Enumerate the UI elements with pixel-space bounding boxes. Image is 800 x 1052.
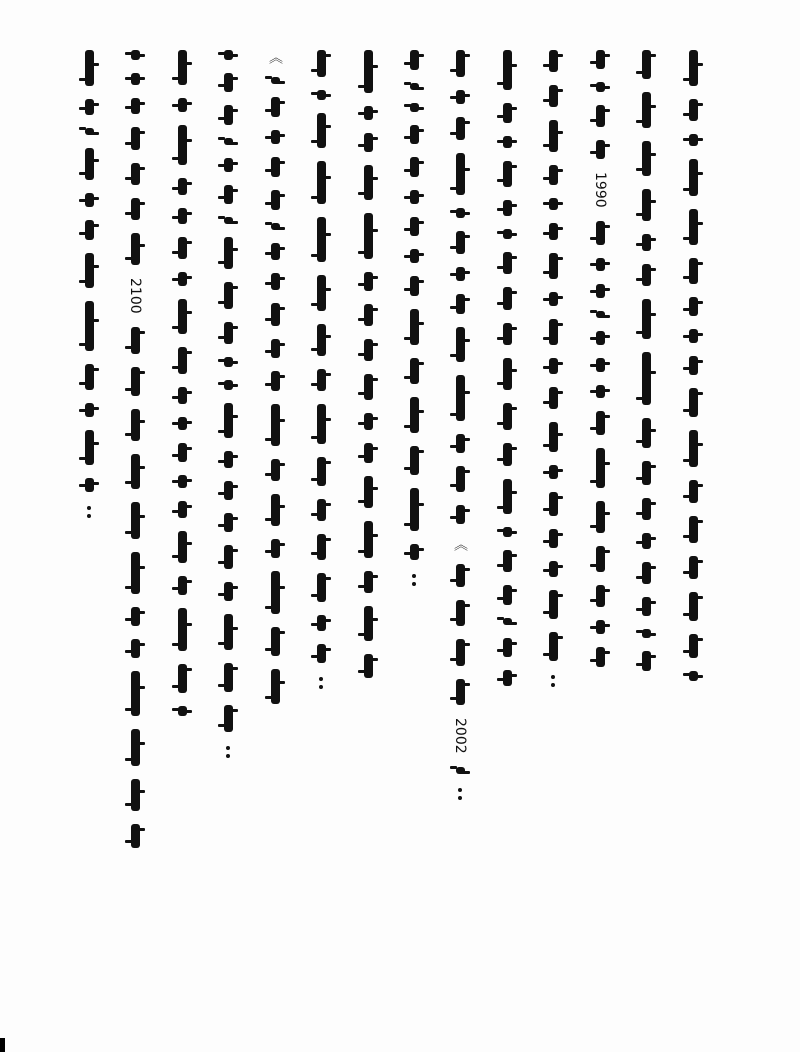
script-word <box>642 629 651 638</box>
script-word <box>596 258 605 271</box>
script-word <box>131 327 140 354</box>
script-word <box>549 590 558 619</box>
script-word <box>410 397 419 433</box>
script-word <box>85 364 94 390</box>
script-word <box>503 527 512 537</box>
script-word <box>271 130 280 144</box>
script-word <box>317 615 326 631</box>
script-word <box>271 371 280 391</box>
script-word <box>178 531 187 563</box>
script-word <box>456 434 465 453</box>
colon-punctuation <box>546 674 560 688</box>
script-word <box>271 77 280 84</box>
script-word <box>364 272 373 291</box>
script-word <box>364 476 373 508</box>
script-word <box>178 237 187 259</box>
script-word <box>224 237 233 269</box>
script-word <box>689 592 698 621</box>
script-word <box>410 544 419 560</box>
script-word <box>456 50 465 77</box>
script-word <box>131 729 140 766</box>
script-word <box>689 430 698 467</box>
script-word <box>131 502 140 539</box>
script-word <box>131 552 140 594</box>
scan-edge-mark <box>0 1038 5 1052</box>
script-word <box>364 165 373 200</box>
script-word <box>364 606 373 641</box>
script-word <box>271 190 280 210</box>
script-word <box>456 267 465 281</box>
script-word <box>689 388 698 417</box>
script-word <box>224 705 233 732</box>
script-word <box>224 451 233 468</box>
script-word <box>689 356 698 375</box>
script-word <box>549 165 558 185</box>
text-column <box>679 50 707 694</box>
script-word <box>456 679 465 705</box>
script-word <box>642 50 651 79</box>
script-word <box>642 461 651 485</box>
script-word <box>642 189 651 221</box>
script-word <box>317 404 326 444</box>
script-word <box>549 358 558 374</box>
script-word <box>131 671 140 716</box>
script-word <box>689 209 698 245</box>
script-word <box>596 331 605 345</box>
script-word <box>503 358 512 390</box>
script-word <box>410 488 419 531</box>
script-word <box>131 127 140 150</box>
script-word <box>85 301 94 351</box>
script-word <box>178 706 187 716</box>
script-word <box>549 632 558 661</box>
script-word <box>642 651 651 671</box>
script-word <box>456 90 465 104</box>
script-word <box>549 85 558 107</box>
script-word <box>642 533 651 549</box>
script-word <box>410 157 419 177</box>
text-column <box>446 50 474 814</box>
script-word <box>456 600 465 626</box>
script-word <box>317 90 326 100</box>
script-word <box>224 614 233 650</box>
quote-mark: 《 <box>452 537 468 551</box>
colon-punctuation <box>314 676 328 690</box>
script-word <box>456 231 465 254</box>
script-word <box>178 417 187 430</box>
script-word <box>364 413 373 430</box>
script-word <box>317 275 326 311</box>
script-word <box>271 273 280 290</box>
script-word <box>689 159 698 196</box>
script-word <box>689 99 698 121</box>
script-word <box>131 824 140 848</box>
script-word <box>364 304 373 326</box>
script-word <box>689 297 698 316</box>
script-word <box>224 481 233 500</box>
script-word <box>364 571 373 593</box>
script-word <box>178 576 187 595</box>
script-word <box>271 539 280 558</box>
script-word <box>224 73 233 92</box>
script-word <box>642 498 651 520</box>
script-word <box>271 303 280 326</box>
script-word <box>596 82 605 92</box>
script-word <box>85 253 94 288</box>
script-word <box>364 213 373 259</box>
text-column <box>75 50 103 532</box>
script-word <box>549 529 558 548</box>
script-word <box>596 448 605 488</box>
script-word <box>642 352 651 405</box>
script-word <box>224 582 233 601</box>
script-word <box>410 103 419 112</box>
script-word <box>364 374 373 400</box>
script-word <box>503 403 512 430</box>
script-word <box>596 585 605 607</box>
script-word <box>131 367 140 396</box>
script-word <box>549 492 558 516</box>
script-word <box>317 644 326 663</box>
script-word <box>131 409 140 441</box>
script-word <box>178 178 187 195</box>
script-word <box>503 103 512 123</box>
text-column <box>539 50 567 701</box>
script-word <box>85 220 94 240</box>
script-word <box>689 671 698 681</box>
script-word <box>503 585 512 605</box>
script-word <box>549 422 558 452</box>
script-word <box>456 327 465 362</box>
script-word <box>224 282 233 309</box>
script-word <box>456 505 465 524</box>
script-word <box>131 454 140 489</box>
script-word <box>503 200 512 216</box>
mongolian-text-block <box>75 50 725 980</box>
text-column <box>307 50 335 703</box>
script-word <box>503 550 512 572</box>
script-word <box>456 375 465 421</box>
script-word <box>224 105 233 125</box>
script-word <box>85 148 94 180</box>
script-word <box>596 140 605 159</box>
text-column <box>214 50 242 772</box>
script-word <box>364 654 373 678</box>
script-word <box>364 339 373 361</box>
script-word <box>317 113 326 148</box>
script-word <box>224 663 233 692</box>
script-word <box>549 465 558 479</box>
script-word <box>456 117 465 140</box>
script-word <box>410 190 419 204</box>
text-column <box>354 50 382 691</box>
script-word <box>317 324 326 356</box>
script-word <box>317 161 326 204</box>
script-word <box>549 292 558 306</box>
script-word <box>178 443 187 462</box>
script-word <box>410 309 419 345</box>
script-word <box>642 141 651 176</box>
script-word <box>224 158 233 172</box>
script-word <box>549 120 558 152</box>
colon-punctuation <box>82 505 96 519</box>
script-word <box>224 50 233 60</box>
script-word <box>317 217 326 262</box>
script-word <box>503 252 512 274</box>
script-word <box>410 217 419 236</box>
script-word <box>456 639 465 666</box>
script-word <box>549 50 558 72</box>
script-word <box>364 106 373 120</box>
text-column <box>493 50 521 699</box>
script-word <box>503 443 512 466</box>
script-word <box>596 647 605 667</box>
text-column <box>121 50 149 861</box>
script-word <box>549 253 558 279</box>
script-word <box>178 50 187 85</box>
script-word <box>224 380 233 390</box>
colon-punctuation <box>407 573 421 587</box>
script-word <box>503 161 512 187</box>
script-word <box>317 499 326 521</box>
script-word <box>456 153 465 195</box>
script-word <box>178 208 187 224</box>
script-word <box>224 217 233 224</box>
script-word <box>271 627 280 656</box>
script-word <box>503 229 512 239</box>
script-word <box>549 198 558 210</box>
script-word <box>131 233 140 265</box>
script-word <box>178 272 187 286</box>
script-word <box>689 634 698 658</box>
script-word <box>503 618 512 625</box>
year-number: 2100 <box>127 278 143 314</box>
year-number: 2002 <box>452 718 468 754</box>
script-word <box>271 97 280 117</box>
script-word <box>410 249 419 263</box>
text-column <box>632 50 660 684</box>
script-word <box>131 73 140 85</box>
script-word <box>503 50 512 90</box>
script-word <box>596 501 605 533</box>
script-word <box>85 99 94 115</box>
script-word <box>224 513 233 532</box>
script-word <box>503 287 512 310</box>
script-word <box>689 516 698 543</box>
script-word <box>596 620 605 634</box>
script-word <box>689 134 698 146</box>
script-word <box>642 92 651 128</box>
script-word <box>178 475 187 488</box>
script-word <box>596 358 605 372</box>
script-word <box>503 136 512 148</box>
script-word <box>178 387 187 404</box>
script-word <box>131 607 140 626</box>
text-column <box>586 50 614 680</box>
script-word <box>271 243 280 260</box>
script-word <box>689 556 698 579</box>
script-word <box>271 339 280 358</box>
script-word <box>456 294 465 314</box>
script-word <box>596 546 605 572</box>
script-word <box>317 50 326 77</box>
script-word <box>503 323 512 345</box>
colon-punctuation <box>221 745 235 759</box>
script-word <box>271 459 280 481</box>
script-word <box>503 670 512 686</box>
script-word <box>224 185 233 204</box>
script-word <box>596 105 605 127</box>
year-number: 1990 <box>592 172 608 208</box>
script-word <box>642 418 651 448</box>
script-word <box>456 208 465 218</box>
script-word <box>596 385 605 398</box>
script-word <box>178 347 187 374</box>
script-word <box>271 571 280 614</box>
script-word <box>596 411 605 435</box>
script-word <box>689 258 698 284</box>
script-word <box>456 564 465 587</box>
script-word <box>549 561 558 577</box>
script-word <box>410 358 419 384</box>
script-word <box>456 767 465 774</box>
script-word <box>131 98 140 114</box>
script-word <box>364 443 373 463</box>
script-word <box>317 573 326 602</box>
script-word <box>178 125 187 165</box>
script-word <box>317 534 326 560</box>
script-word <box>85 50 94 86</box>
script-word <box>642 234 651 251</box>
script-word <box>131 163 140 185</box>
script-word <box>596 221 605 245</box>
text-column <box>168 50 196 729</box>
script-word <box>85 478 94 492</box>
script-word <box>131 779 140 811</box>
colon-punctuation <box>453 787 467 801</box>
text-column <box>261 50 289 717</box>
script-word <box>271 223 280 230</box>
script-word <box>271 669 280 704</box>
script-word <box>642 299 651 339</box>
script-word <box>178 664 187 693</box>
script-word <box>410 446 419 475</box>
script-word <box>224 545 233 569</box>
text-column <box>400 50 428 600</box>
script-word <box>596 50 605 69</box>
script-word <box>503 638 512 657</box>
script-word <box>642 562 651 584</box>
script-word <box>596 311 605 318</box>
script-word <box>271 404 280 446</box>
script-word <box>224 357 233 367</box>
script-word <box>549 387 558 409</box>
script-word <box>85 128 94 135</box>
script-word <box>642 264 651 286</box>
script-word <box>689 50 698 86</box>
script-word <box>364 133 373 152</box>
script-word <box>178 501 187 518</box>
script-word <box>271 494 280 526</box>
script-word <box>178 299 187 334</box>
script-word <box>410 276 419 296</box>
script-word <box>131 198 140 220</box>
script-word <box>689 329 698 343</box>
script-word <box>503 479 512 514</box>
quote-mark: 《 <box>267 50 283 64</box>
script-word <box>131 639 140 658</box>
script-word <box>85 193 94 207</box>
script-word <box>549 223 558 240</box>
script-word <box>224 322 233 344</box>
script-word <box>364 521 373 558</box>
script-word <box>549 319 558 345</box>
script-word <box>224 403 233 438</box>
script-word <box>642 597 651 616</box>
script-word <box>410 125 419 144</box>
script-word <box>364 50 373 93</box>
script-word <box>596 284 605 298</box>
script-word <box>410 50 419 70</box>
script-word <box>85 430 94 465</box>
script-word <box>317 369 326 391</box>
script-word <box>224 138 233 145</box>
script-word <box>271 157 280 177</box>
script-word <box>178 98 187 112</box>
script-word <box>178 608 187 651</box>
script-word <box>410 83 419 90</box>
script-word <box>85 403 94 417</box>
script-word <box>689 480 698 503</box>
script-word <box>131 50 140 60</box>
script-word <box>456 466 465 492</box>
script-word <box>317 457 326 486</box>
